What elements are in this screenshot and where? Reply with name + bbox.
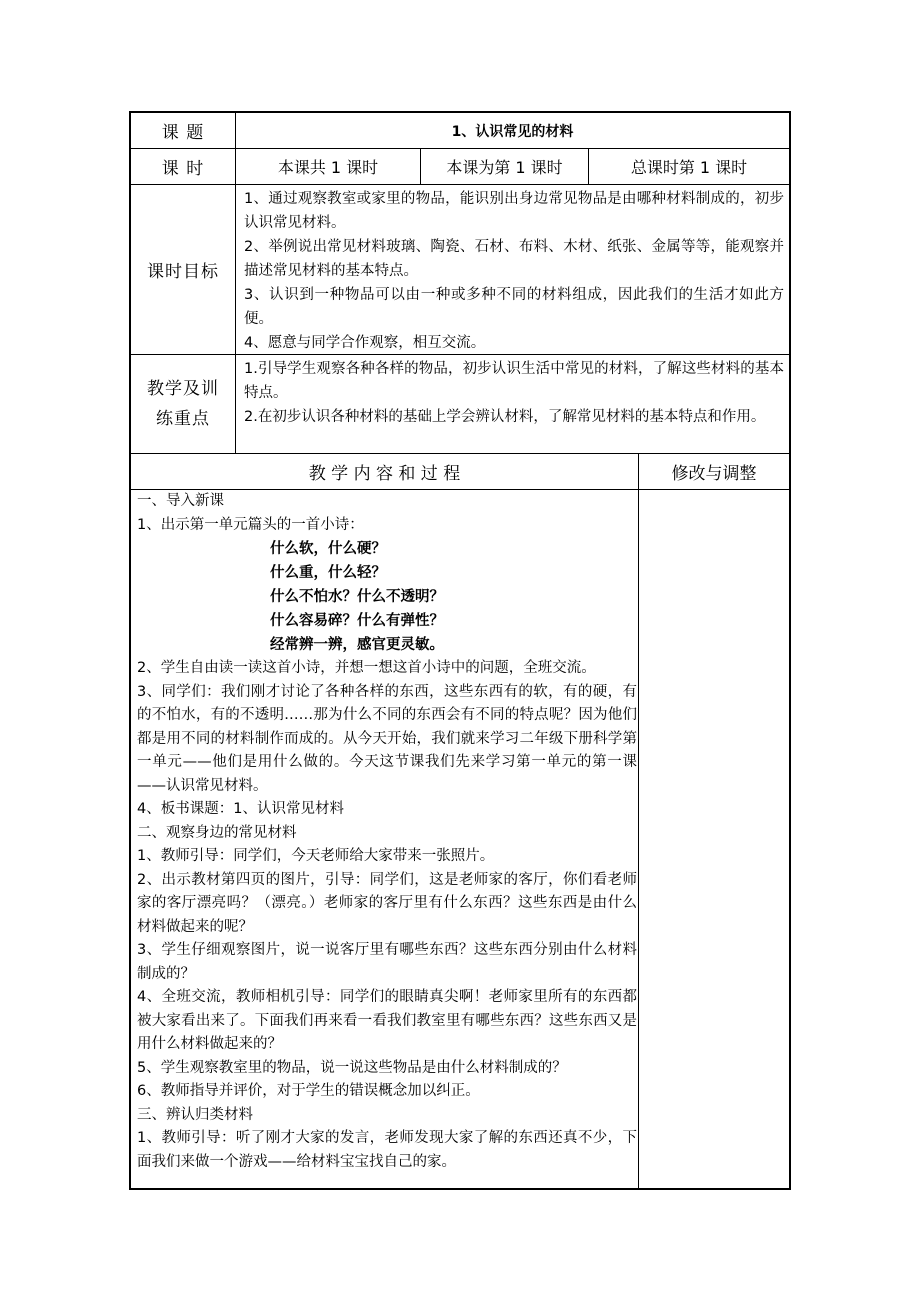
table-border-right <box>789 111 791 1190</box>
content-paragraph: 3、学生仔细观察图片，说一说客厅里有哪些东西？这些东西分别由什么材料制成的？ <box>137 942 637 982</box>
content-paragraph: 4、板书课题：1、认识常见材料 <box>137 801 344 817</box>
lesson-content <box>137 490 637 1174</box>
content-paragraph: 2、出示教材第四页的图片，引导：同学们，这是老师家的客厅，你们看老师家的客厅漂亮吗？（漂亮。）老师家的客厅里有什么东西？这些东西是由什么材料做起来的呢？ <box>137 871 637 935</box>
hours-current: 本课为第 1 课时 <box>446 158 563 177</box>
focus-label-line: 练重点 <box>156 409 210 429</box>
content-paragraph: 2、学生自由读一读这首小诗，并想一想这首小诗中的问题，全班交流。 <box>137 660 596 676</box>
goal-item: 1、通过观察教室或家里的物品，能识别出身边常见物品是由哪种材料制成的，初步认识常见材料。 <box>244 191 784 231</box>
lesson-title: 1、认识常见的材料 <box>451 123 574 140</box>
poem <box>137 537 637 657</box>
topic-label: 课 题 <box>161 123 205 143</box>
focus-item: 2.在初步认识各种材料的基础上学会辨认材料，了解常见材料的基本特点和作用。 <box>244 409 766 425</box>
goal-item: 3、认识到一种物品可以由一种或多种不同的材料组成，因此我们的生活才如此方便。 <box>244 287 784 327</box>
hours-total: 本课共 1 课时 <box>277 158 379 177</box>
poem-line: 什么软，什么硬？ <box>270 541 386 557</box>
focus-item: 1.引导学生观察各种各样的物品，初步认识生活中常见的材料，了解这些材料的基本特点。 <box>244 361 784 401</box>
content-header: 教 学 内 容 和 过 程 <box>308 464 461 484</box>
section-heading: 三、辨认归类材料 <box>137 1106 253 1123</box>
goal-item: 2、举例说出常见材料玻璃、陶瓷、石材、布料、木材、纸张、金属等等，能观察并描述常见材料的基本特点。 <box>244 239 784 279</box>
table-border-bottom <box>129 1188 791 1190</box>
content-paragraph: 1、教师引导：同学们，今天老师给大家带来一张照片。 <box>137 848 495 864</box>
content-paragraph: 1、出示第一单元篇头的一首小诗： <box>137 516 364 533</box>
poem-line: 什么容易碎？什么有弹性？ <box>270 613 444 629</box>
hours-overall: 总课时第 1 课时 <box>630 158 748 177</box>
content-paragraph: 3、同学们：我们刚才讨论了各种各样的东西，这些东西有的软，有的硬，有的不怕水，有的不透明……那为什么不同的东西会有不同的特点呢？因为他们都是用不同的材料制作而成的。从今天开始，我们就来学习二年级下册科学第一单元——他们是用什么做的。今天这节课我们先来学习第一单元的第一课——认识常见材料。 <box>137 683 637 794</box>
poem-line: 什么不怕水？什么不透明？ <box>270 589 444 605</box>
focus-list <box>244 357 784 429</box>
poem-line: 经常辨一辨，感官更灵敏。 <box>270 637 444 653</box>
content-paragraph: 6、教师指导并评价，对于学生的错误概念加以纠正。 <box>137 1083 480 1099</box>
poem-line: 什么重，什么轻？ <box>270 565 386 581</box>
goals-label: 课时目标 <box>147 262 219 282</box>
content-paragraph: 1、教师引导：听了刚才大家的发言，老师发现大家了解的东西还真不少，下面我们来做一个游戏——给材料宝宝找自己的家。 <box>137 1130 637 1170</box>
revision-header: 修改与调整 <box>671 464 757 484</box>
focus-label-line: 教学及训 <box>147 379 219 399</box>
content-paragraph: 5、学生观察教室里的物品，说一说这些物品是由什么材料制成的？ <box>137 1059 567 1076</box>
focus-label <box>131 355 235 453</box>
revision-column <box>639 490 789 1188</box>
content-paragraph: 4、全班交流，教师相机引导：同学们的眼睛真尖啊！老师家里所有的东西都被大家看出来了。下面我们再来看一看我们教室里有哪些东西？这些东西又是用什么材料做起来的？ <box>137 989 637 1052</box>
section-heading: 二、观察身边的常见材料 <box>137 824 297 841</box>
hours-label: 课 时 <box>161 159 205 179</box>
section-heading: 一、导入新课 <box>137 493 224 509</box>
goal-item: 4、愿意与同学合作观察，相互交流。 <box>244 335 486 351</box>
goals-list <box>244 187 784 355</box>
